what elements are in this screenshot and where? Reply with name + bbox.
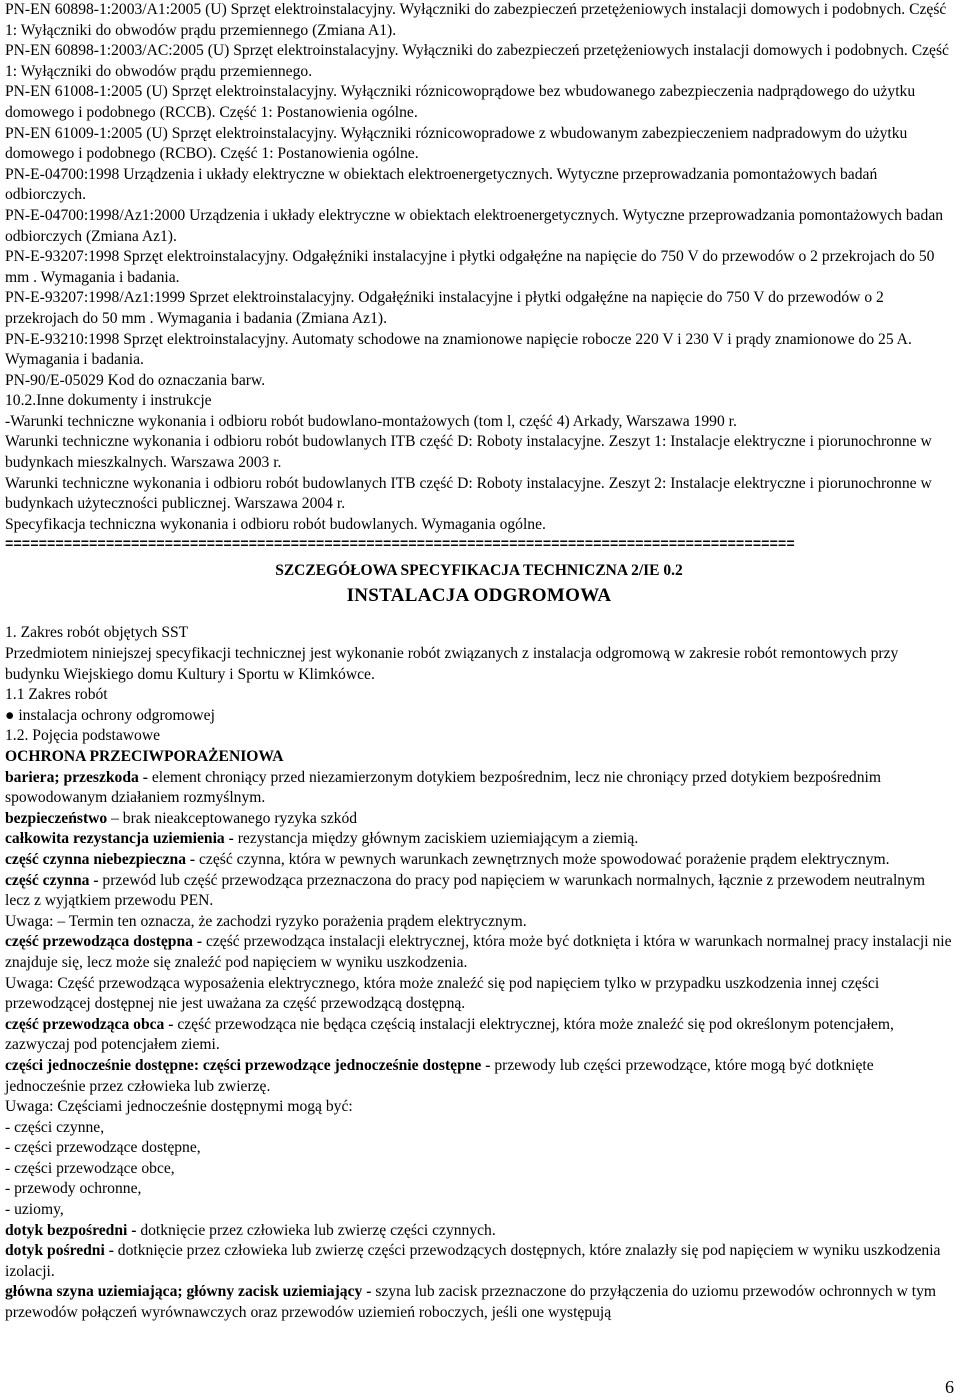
other-doc-item: -Warunki techniczne wykonania i odbioru robót budowlano-montażowych (tom l, część 4) Arkady, Warszawa 1990 r. <box>5 412 737 430</box>
definition-item <box>5 871 953 912</box>
scope-sub-heading: 1.1 Zakres robót <box>5 686 108 704</box>
definition-term: dotyk bezpośredni - <box>5 1221 137 1239</box>
norm-item: PN-E-04700:1998 Urządzenia i układy elektryczne w obiektach elektroenergetycznych. Wytyczne przeprowadzania pomontażowych badań odbiorczych. <box>5 165 878 204</box>
definition-item <box>5 1200 953 1221</box>
definition-text: element chroniący przed niezamierzonym dotykiem bezpośrednim, lecz nie chroniący przed dotykiem bezpośrednim spowodowanym działaniem rozmyślnym. <box>5 768 881 807</box>
other-docs-heading: 10.2.Inne dokumenty i instrukcje <box>5 392 212 410</box>
norm-item: PN-E-93210:1998 Sprzęt elektroinstalacyjny. Automaty schodowe na znamionowe napięcie robocze 220 V i 230 V i prądy znamionowe do 25 A. Wymagania i badania. <box>5 330 912 369</box>
scope-text: Przedmiotem niniejszej specyfikacji technicznej jest wykonanie robót związanych z instalacja odgromową w zakresie robót remontowych przy budynku Wiejskiego domu Kultury i Sportu w Klimkówce. <box>5 645 899 683</box>
definition-text: - uziomy, <box>5 1201 64 1219</box>
spec-title: SZCZEGÓŁOWA SPECYFIKACJA TECHNICZNA 2/IE 0.2 <box>275 562 683 580</box>
norms-list <box>5 0 953 391</box>
scope-bullet: ● instalacja ochrony odgromowej <box>5 706 215 724</box>
definition-text: część przewodząca instalacji elektrycznej, która może być dotknięta i która w warunkach normalnej pracy instalacji nie znajduje się, lecz może się znaleźć pod napięciem w wyniku uszkodzenia. <box>5 933 952 971</box>
definition-item <box>5 1159 953 1180</box>
concepts-heading: 1.2. Pojęcia podstawowe <box>5 727 161 745</box>
definition-item <box>5 1179 953 1200</box>
norm-item: PN-EN 61008-1:2005 (U) Sprzęt elektroinstalacyjny. Wyłączniki róznicowoprądowe bez wbudowanego zabezpieczenia nadprądowego do użytku domowego i podobnego (RCCB). Część 1: Postanowienia ogólne. <box>5 83 916 121</box>
definition-item <box>5 1241 953 1282</box>
definition-item <box>5 1138 953 1159</box>
definition-text: - części czynne, <box>5 1118 105 1136</box>
definition-item <box>5 1015 953 1056</box>
definition-term: bariera; przeszkoda - <box>5 768 148 786</box>
definition-term: część czynna niebezpieczna - <box>5 850 196 868</box>
definition-text: Uwaga: Częściami jednocześnie dostępnymi mogą być: <box>5 1098 353 1116</box>
norm-item: PN-EN 61009-1:2005 (U) Sprzęt elektroinstalacyjny. Wyłączniki róznicowopradowe z wbudowanym zabezpieczeniem nadpradowym do użytku domowego i podobnego (RCBO). Część 1: Postanowienia ogólne. <box>5 124 908 163</box>
other-doc-item: Specyfikacja techniczna wykonania i odbioru robót budowlanych. Wymagania ogólne. <box>5 515 546 533</box>
protection-heading: OCHRONA PRZECIWPORAŻENIOWA <box>5 748 284 765</box>
norm-item: PN-EN 60898-1:2003/AC:2005 (U) Sprzęt elektroinstalacyjny. Wyłączniki do zabezpieczeń przetężeniowych instalacji domowych i podobnych. Część 1: Wyłączniki do obwodów prądu przemiennego. <box>5 42 949 80</box>
definition-text: - części przewodzące dostępne, <box>5 1139 201 1157</box>
definition-term: całkowita rezystancja uziemienia - <box>5 830 234 848</box>
definition-item <box>5 974 953 1015</box>
definition-text: przewód lub część przewodząca przeznaczona do pracy pod napięciem w warunkach normalnych, łącznie z przewodem neutralnym lecz z wyjątkiem przewodu PEN. <box>5 871 926 910</box>
definition-text: - części przewodzące obce, <box>5 1159 175 1177</box>
other-docs-list <box>5 412 953 536</box>
definition-text: dotknięcie przez człowieka lub zwierzę części czynnych. <box>136 1221 496 1239</box>
other-doc-item: Warunki techniczne wykonania i odbioru robót budowlanych ITB część D: Roboty instalacyjne. Zeszyt 2: Instalacje elektryczne i piorunochronne w budynkach użyteczności publicznej. Warszawa 2004 r. <box>5 474 932 513</box>
definition-text: dotknięcie przez człowieka lub zwierzę części przewodzących dostępnych, które znalazły się pod napięciem w wyniku uszkodzenia izolacji. <box>5 1242 941 1280</box>
separator-line: ============================================================================================== <box>5 537 795 554</box>
definition-text: szyna lub zacisk przeznaczone do przyłączenia do uziomu przewodów ochronnych w tym przewodów połączeń wyrównawczych oraz przewodów uziemień roboczych, jeśli one występują <box>5 1283 937 1322</box>
definition-text: – brak nieakceptowanego ryzyka szkód <box>107 809 358 827</box>
definition-term: części jednocześnie dostępne: części przewodzące jednocześnie dostępne - <box>5 1056 491 1074</box>
document-page <box>5 0 953 1324</box>
definition-term: bezpieczeństwo <box>5 809 108 827</box>
definition-item <box>5 809 953 830</box>
definition-term: część przewodząca dostępna - <box>5 933 203 951</box>
definition-term: dotyk pośredni - <box>5 1242 114 1260</box>
scope-heading: 1. Zakres robót objętych SST <box>5 624 189 642</box>
other-doc-item: Warunki techniczne wykonania i odbioru robót budowlanych ITB część D: Roboty instalacyjne. Zeszyt 1: Instalacje elektryczne i piorunochronne w budynkach mieszkalnych. Warszawa 2003 r. <box>5 433 932 472</box>
norm-item: PN-90/E-05029 Kod do oznaczania barw. <box>5 371 266 389</box>
definition-text: część przewodząca nie będąca częścią instalacji elektrycznej, która może znaleźć się pod określonym potencjałem, zazwyczaj pod potencjałem ziemi. <box>5 1015 894 1054</box>
definition-term: główna szyna uziemiająca; główny zacisk uziemiający - <box>5 1283 372 1301</box>
definition-text: przewody lub części przewodzące, które mogą być dotknięte jednocześnie przez człowieka lub zwierzę. <box>5 1056 874 1095</box>
definition-item <box>5 850 953 871</box>
definition-item <box>5 768 953 809</box>
definition-term: część czynna - <box>5 871 99 889</box>
page-number: 6 <box>945 1377 954 1397</box>
definition-text: Uwaga: – Termin ten oznacza, że zachodzi ryzyko porażenia prądem elektrycznym. <box>5 912 527 930</box>
definition-term: część przewodząca obca - <box>5 1015 174 1033</box>
definition-item <box>5 829 953 850</box>
norm-item: PN-E-04700:1998/Az1:2000 Urządzenia i układy elektryczne w obiektach elektroenergetycznych. Wytyczne przeprowadzania pomontażowych badan odbiorczych (Zmiana Az1). <box>5 206 944 245</box>
norm-item: PN-EN 60898-1:2003/A1:2005 (U) Sprzęt elektroinstalacyjny. Wyłączniki do zabezpieczeń przetężeniowych instalacji domowych i podobnych. Część 1: Wyłączniki do obwodów prądu przemiennego (Zmiana A1). <box>5 1 947 39</box>
definition-item <box>5 912 953 933</box>
spec-subtitle: INSTALACJA ODGROMOWA <box>346 585 612 607</box>
definition-text: Uwaga: Część przewodząca wyposażenia elektrycznego, która może znaleźć się pod napięciem tylko w przypadku uszkodzenia innej części przewodzącej dostępnej nie jest uważana za część przewodzącą dostępną. <box>5 974 880 1013</box>
definition-text: część czynna, która w pewnych warunkach zewnętrznych może spowodować porażenie prądem elektrycznym. <box>195 850 890 868</box>
definition-item <box>5 1097 953 1118</box>
norm-item: PN-E-93207:1998 Sprzęt elektroinstalacyjny. Odgałęźniki instalacyjne i płytki odgałęźne na napięcie do 750 V do przewodów o 2 przekrojach do 50 mm . Wymagania i badania. <box>5 248 935 286</box>
definition-item <box>5 1118 953 1139</box>
definition-item <box>5 932 953 973</box>
definitions-list <box>5 768 953 1324</box>
definition-item <box>5 1282 953 1323</box>
definition-item <box>5 1056 953 1097</box>
definition-item <box>5 1221 953 1242</box>
definition-text: rezystancja między głównym zaciskiem uziemiającym a ziemią. <box>233 830 639 848</box>
norm-item: PN-E-93207:1998/Az1:1999 Sprzet elektroinstalacyjny. Odgałęźniki instalacyjne i płytki odgałęźne na napięcie do 750 V do przewodów o 2 przekrojach do 50 mm . Wymagania i badania (Zmiana Az1). <box>5 289 884 327</box>
definition-text: - przewody ochronne, <box>5 1180 142 1198</box>
